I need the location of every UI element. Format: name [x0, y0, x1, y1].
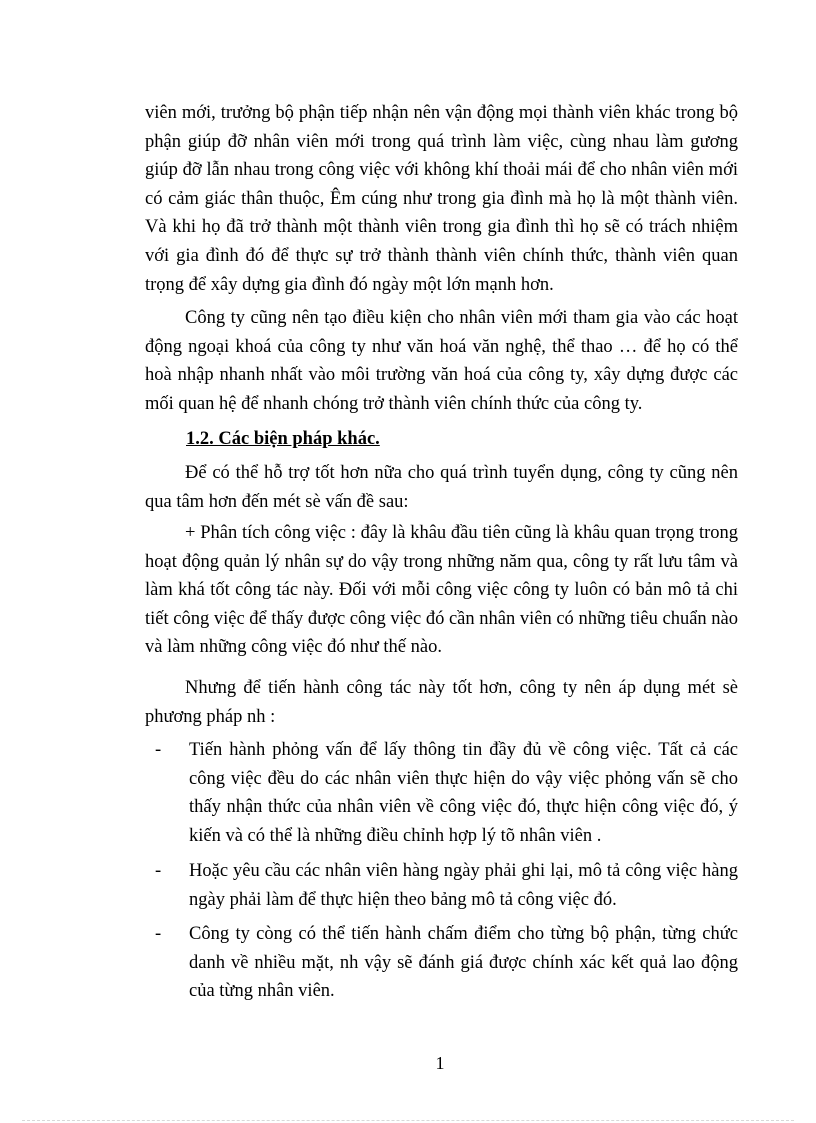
- bullet-marker: -: [155, 924, 162, 944]
- section-heading: 1.2. Các biện pháp khác.: [186, 429, 380, 449]
- list-item-text: Tiến hành phỏng vấn để lấy thông tin đầy đủ về công việc. Tất cả các công việc đều do các nhân viên thực hiện do vậy việc phỏng vấn sẽ cho thấy nhận thức của nhân viên về công việc đó, thực hiện công việc đó, ý kiến và có thể là những điều chỉnh hợp lý tõ nhân viên .: [189, 740, 738, 846]
- list-item-text: Hoặc yêu cầu các nhân viên hàng ngày phải ghi lại, mô tả công việc hàng ngày phải làm để thực hiện theo bảng mô tả công việc đó.: [189, 861, 738, 910]
- bullet-marker: -: [155, 861, 162, 881]
- bullet-marker: -: [155, 740, 162, 760]
- paragraph-5: Nhưng để tiến hành công tác này tốt hơn, công ty nên áp dụng mét sè phương pháp nh :: [145, 678, 738, 727]
- paragraph-4: + Phân tích công việc : đây là khâu đầu tiên cũng là khâu quan trọng trong hoạt động quản lý nhân sự do vậy trong những năm qua, công ty rất lưu tâm và làm khá tốt công tác này. Đối với mỗi công việc công ty luôn có bản mô tả chi tiết công việc để thấy được công việc đó cần nhân viên có những tiêu chuẩn nào và làm những công việc đó như thế nào.: [145, 523, 738, 658]
- page-number: 1: [435, 1053, 445, 1073]
- paragraph-3: Để có thể hỗ trợ tốt hơn nữa cho quá trình tuyển dụng, công ty cũng nên qua tâm hơn đến mét sè vấn đề sau:: [145, 463, 738, 512]
- list-item-text: Công ty còng có thể tiến hành chấm điểm cho từng bộ phận, từng chức danh về nhiều mặt, nh vậy sẽ đánh giá được chính xác kết quả lao động của từng nhân viên.: [189, 924, 738, 1002]
- page-bottom-divider: [22, 1120, 794, 1121]
- paragraph-2: Công ty cũng nên tạo điều kiện cho nhân viên mới tham gia vào các hoạt động ngoại khoá của công ty như văn hoá văn nghệ, thể thao … để họ có thể hoà nhập nhanh nhất vào môi trường văn hoá của công ty, xây dựng được các mối quan hệ để nhanh chóng trở thành viên chính thức của công ty.: [145, 308, 738, 414]
- paragraph-1: viên mới, trưởng bộ phận tiếp nhận nên vận động mọi thành viên khác trong bộ phận giúp đỡ nhân viên mới trong quá trình làm việc, cùng nhau làm gương giúp đỡ lẫn nhau trong công việc với không khí thoải mái để cho nhân viên mới có cảm giác thân thuộc, Êm cúng như trong gia đình mà họ là một thành viên. Và khi họ đã trở thành một thành viên trong gia đình thì họ sẽ có trách nhiệm với gia đình đó để thực sự trở thành thành viên chính thức, thành viên quan trọng để xây dựng gia đình đó ngày một lớn mạnh hơn.: [145, 103, 738, 295]
